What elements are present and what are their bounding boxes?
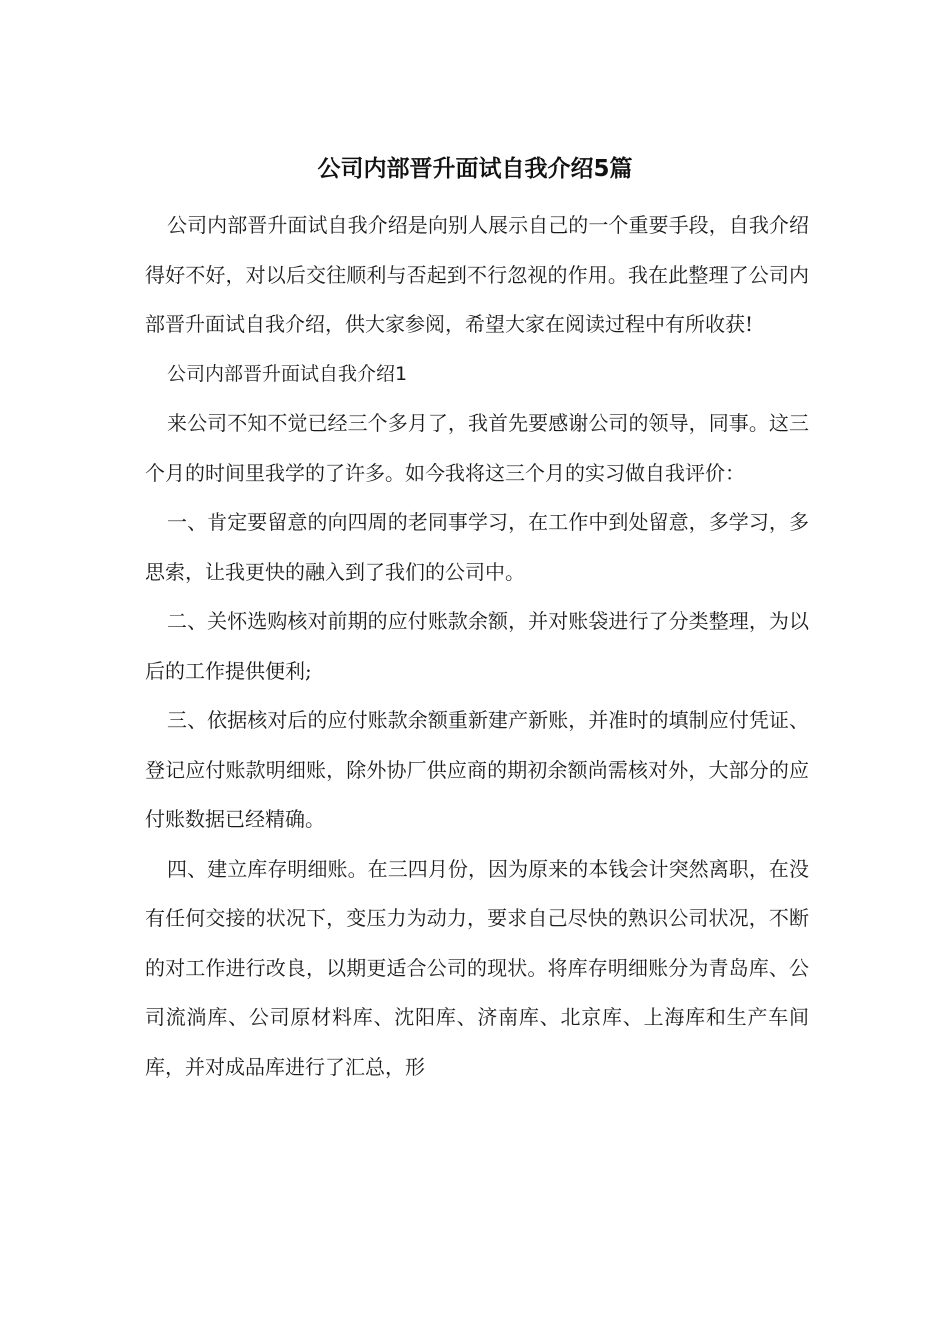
document-title: 公司内部晋升面试自我介绍5篇 [317,156,633,182]
intro-paragraph: 公司内部晋升面试自我介绍是向别人展示自己的一个重要手段，自我介绍得好不好，对以后交往顺利与否起到不行忽视的作用。我在此整理了公司内部晋升面试自我介绍，供大家参阅，希望大家在阅读过程中有所收获! [145,213,809,336]
document-body [145,201,809,1092]
body-paragraph: 二、关怀选购核对前期的应付账款余额，并对账袋进行了分类整理，为以后的工作提供便利; [145,609,809,683]
body-paragraph: 一、肯定要留意的向四周的老同事学习，在工作中到处留意，多学习，多思索，让我更快的融入到了我们的公司中。 [145,510,809,584]
body-paragraph: 来公司不知不觉已经三个多月了，我首先要感谢公司的领导，同事。这三个月的时间里我学的了许多。如今我将这三个月的实习做自我评价： [145,411,809,485]
section-heading: 公司内部晋升面试自我介绍1 [167,362,408,385]
body-paragraph: 四、建立库存明细账。在三四月份，因为原来的本钱会计突然离职，在没有任何交接的状况下，变压力为动力，要求自己尽快的熟识公司状况，不断的对工作进行改良，以期更适合公司的现状。将库存明细账分为青岛库、公司流淌库、公司原材料库、沈阳库、济南库、北京库、上海库和生产车间库，并对成品库进行了汇总，形 [145,856,809,1079]
body-paragraph: 三、依据核对后的应付账款余额重新建产新账，并准时的填制应付凭证、登记应付账款明细账，除外协厂供应商的期初余额尚需核对外，大部分的应付账数据已经精确。 [145,708,809,831]
